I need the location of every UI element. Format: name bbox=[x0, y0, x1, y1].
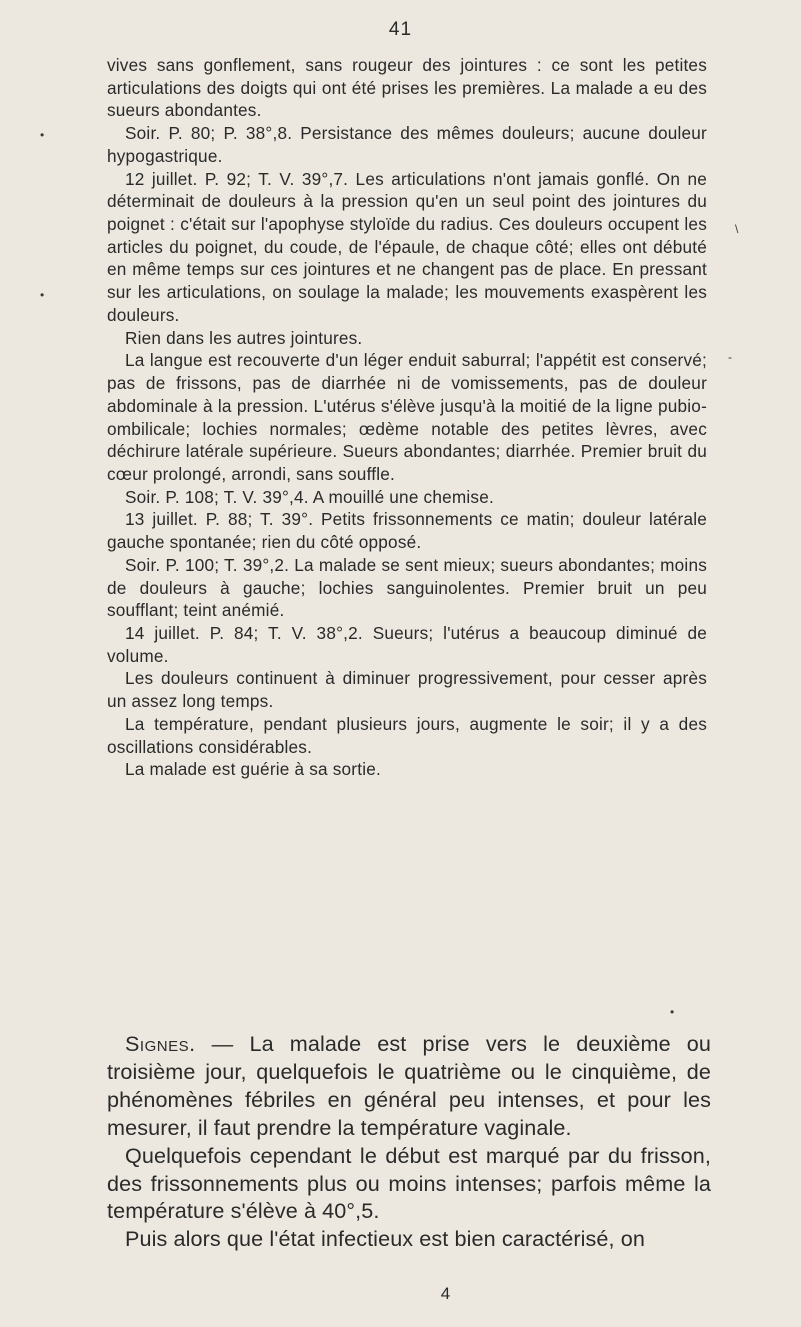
margin-dot: • bbox=[670, 1005, 675, 1019]
signature-mark: 4 bbox=[440, 1284, 451, 1303]
observation-paragraph: Rien dans les autres jointures. bbox=[125, 327, 363, 348]
signes-paragraph bbox=[107, 1030, 711, 1142]
observation-paragraph: 14 juillet. P. 84; T. V. 38°,2. Sueurs; l'utérus a beaucoup diminué de volume. bbox=[107, 622, 707, 666]
observation-paragraph: Soir. P. 108; T. V. 39°,4. A mouillé une chemise. bbox=[125, 486, 494, 507]
observation-paragraph: La température, pendant plusieurs jours, augmente le soir; il y a des oscillations considérables. bbox=[107, 713, 707, 757]
observation-paragraph: 12 juillet. P. 92; T. V. 39°,7. Les articulations n'ont jamais gonflé. On ne déterminait de douleurs à la pression qu'en un seul point des jointures du poignet : c'était sur l'apophyse styloïde du radius. Ces douleurs occupent les articles du poignet, du coude, de l'épaule, de chaque côté; elles ont débuté en même temps sur ces jointures et ne changent pas de place. En pressant sur les articulations, on soulage la malade; les mouvements exaspèrent les douleurs. bbox=[107, 168, 707, 325]
signes-heading: Signes. bbox=[125, 1031, 196, 1056]
observation-paragraph: vives sans gonflement, sans rougeur des jointures : ce sont les petites articulations des doigts qui ont été prises les premières. La malade a eu des sueurs abondantes. bbox=[107, 55, 707, 121]
signes-paragraph: Puis alors que l'état infectieux est bien caractérisé, on bbox=[125, 1226, 645, 1252]
margin-tick: \ bbox=[735, 222, 739, 236]
observation-paragraph: La langue est recouverte d'un léger enduit saburral; l'appétit est conservé; pas de frissons, pas de diarrhée ni de vomissements, pas de douleur abdominale à la pression. L'utérus s'élève jusqu'à la moitié de la ligne pubio-ombilicale; lochies normales; œdème notable des petites lèvres, avec déchirure latérale supérieure. Sueurs abondantes; diarrhée. Premier bruit du cœur prolongé, arrondi, sans souffle. bbox=[107, 350, 707, 484]
margin-dash: - bbox=[728, 350, 732, 364]
margin-dot: • bbox=[40, 128, 45, 142]
observation-paragraph: 13 juillet. P. 88; T. 39°. Petits frissonnements ce matin; douleur latérale gauche spontanée; rien du côté opposé. bbox=[107, 509, 707, 553]
observation-paragraph: Soir. P. 80; P. 38°,8. Persistance des mêmes douleurs; aucune douleur hypogastrique. bbox=[107, 123, 707, 166]
observation-paragraph: Les douleurs continuent à diminuer progressivement, pour cesser après un assez long temps. bbox=[107, 668, 707, 712]
signes-paragraph: Quelquefois cependant le début est marqué par du frisson, des frissonnements plus ou moins intenses; parfois même la température s'élève à 40°,5. bbox=[107, 1142, 711, 1224]
observation-paragraph: Soir. P. 100; T. 39°,2. La malade se sent mieux; sueurs abondantes; moins de douleurs à gauche; lochies sanguinolentes. Premier bruit un peu soufflant; teint anémié. bbox=[107, 554, 707, 621]
observation-paragraph: La malade est guérie à sa sortie. bbox=[125, 759, 381, 780]
margin-dot: • bbox=[40, 288, 45, 302]
signes-section bbox=[107, 1030, 711, 1253]
signes-text: — La malade est prise vers le deuxième ou troisième jour, quelquefois le quatrième ou le cinquième, de phénomènes fébriles en général peu intenses, et pour les mesurer, il faut prendre la température vaginale. bbox=[107, 1031, 711, 1140]
page-number: 41 bbox=[388, 19, 413, 40]
case-observations bbox=[107, 54, 707, 781]
